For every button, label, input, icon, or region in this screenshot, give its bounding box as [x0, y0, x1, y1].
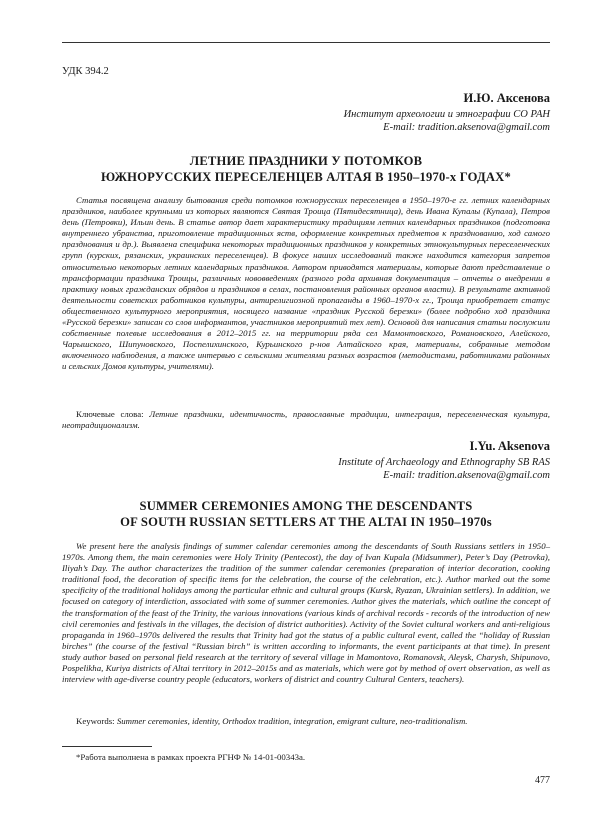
page-number: 477	[535, 775, 550, 786]
title-ru-line-1: ЛЕТНИЕ ПРАЗДНИКИ У ПОТОМКОВ	[189, 154, 423, 168]
keywords-en	[62, 716, 550, 727]
email-ru: E-mail: tradition.aksenova@gmail.com	[383, 122, 550, 133]
keywords-label-en: Keywords:	[76, 716, 115, 726]
affiliation-en: Institute of Archaeology and Ethnography SB RAS	[338, 457, 550, 468]
author-name-ru: И.Ю. Аксенова	[463, 91, 550, 105]
title-ru-line-2: ЮЖНОРУССКИХ ПЕРЕСЕЛЕНЦЕВ АЛТАЯ В 1950–1970-х ГОДАХ*	[101, 170, 511, 184]
header-rule	[62, 42, 550, 43]
author-name-en: I.Yu. Aksenova	[469, 439, 550, 453]
article-title-ru	[62, 153, 550, 185]
article-title-en	[62, 498, 550, 530]
footnote-rule	[62, 746, 152, 747]
udk-code: УДК 394.2	[62, 66, 109, 77]
abstract-ru: Статья посвящена анализу бытования среди потомков южнорусских переселенцев в 1950–1970-е гг. летних календарных праздников, наиболее крупными из которых являются Святая Троица (Пятидесятница), день Ивана Купалы (Купала), Петров день (Петровки), Ильин день. В статье автор дает характеристику традициям летних календарных праздников (подготовка внутреннего убранства, приготовление традиционных яств, оформление конкретных предметов к празднованию, ход самого празднования и др.). Выявлена специфика некоторых традиционных праздников у конкретных этнокультурных переселенческих групп (курских, рязанских, украинских переселенцев). В фокусе наших исследований также находится категория запретов относительно некоторых летних календарных праздников. Автором приводятся материалы, которые дают представление о трансформации праздника Троицы, различных нововведениях (разного рода архивная документация – отчеты о внедрении в практику новых гражданских обрядов и праздников в селах, постановления районных органов власти). В результате активной деятельности советских работников культуры, антирелигиозной пропаганды в 1960–1970-х гг., Троица приобретает статус общественного культурного мероприятия, носящего название «праздник Русской березки» (более подробно ход праздника «Русской березки» записан со слов информантов, участников мероприятий тех лет). Основой для написания статьи послужили собственные полевые исследования в 2012–2015 гг. на территории ряда сел Мамонтовского, Романовского, Алейского, Чарышского, Шипуновского, Поспелихинского, Курьинского р-нов Алтайского края, материалы, собранные методом включенного наблюдения, а также интервью с сельскими жителями разных возрастов (методистами, работниками районных и сельских Домов культуры, учителями).	[62, 195, 550, 372]
email-en: E-mail: tradition.aksenova@gmail.com	[383, 470, 550, 481]
keywords-ru	[62, 409, 550, 431]
keywords-text-en: Summer ceremonies, identity, Orthodox tradition, integration, emigrant culture, neo-traditionalism.	[116, 716, 468, 726]
affiliation-ru: Институт археологии и этнографии СО РАН	[343, 109, 550, 120]
footnote: *Работа выполнена в рамках проекта РГНФ № 14-01-00343а.	[76, 752, 306, 762]
title-en-line-1: SUMMER CEREMONIES AMONG THE DESCENDANTS	[139, 499, 473, 513]
keywords-label-ru: Ключевые слова:	[76, 409, 144, 419]
title-en-line-2: OF SOUTH RUSSIAN SETTLERS AT THE ALTAI IN 1950–1970s	[120, 515, 492, 529]
abstract-en: We present here the analysis findings of summer calendar ceremonies among the descendants of South Russians settlers in 1950–1970s. Among them, the main ceremonies were Holy Trinity (Pentecost), the day of Ivan Kupala (Midsummer), Peter’s Day (Petrovka), Iliyah’s Day. The author characterizes the tradition of the summer calendar ceremonies (preparation of interior decoration, cooking traditional food, the decoration of specific items for the celebration, the course of the celebration, etc.). Author marked out the some specificity of the traditional holidays among the particular ethnic and cultural groups (Kursk, Ryazan, Ukrainian settlers). In addition, we focused on category of interdiction, associated with some of summer ceremonies. Author gives the materials, which outline the concept of the transformation of the feast of the Trinity, the various innovations (various kinds of archival records - records of the introduction of new civil ceremonies and festivals in the villages, the decision of district authorities). Activity of the Soviet cultural workers and anti-religious propaganda in 1960–1970s delivered the results that Trinity had got the status of a public cultural event, called the “holiday of Russian birches” (the course of the festival “Russian birch” is written according to informants, the event participants at that time). In present study author based on personal field research at the territory of several village in Mamontovo, Romanovsk, Aleysk, Charysh, Shipunovo, Pospelikha, Kuriya districts of Altai territory in 2012–2015s and as materials, which were got by method of overt observation, as well as interview with age-diverse country people (educators, workers of district and country Cultural Centers, teachers).	[62, 541, 550, 685]
keywords-text-ru: Летние праздники, идентичность, православные традиции, интеграция, переселенческая культура, неотрадиционализм.	[62, 409, 550, 431]
